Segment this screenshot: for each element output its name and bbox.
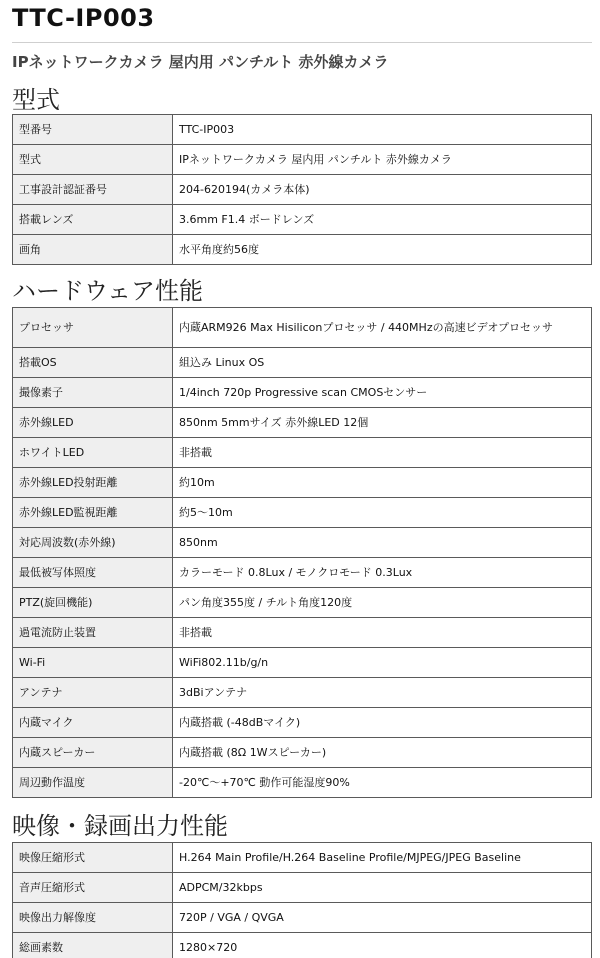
table-row bbox=[13, 648, 592, 678]
row-label: 最低被写体照度 bbox=[13, 558, 173, 588]
table-row bbox=[13, 348, 592, 378]
table-row bbox=[13, 528, 592, 558]
row-label: アンテナ bbox=[13, 678, 173, 708]
row-label: 撮像素子 bbox=[13, 378, 173, 408]
spec-table-hardware bbox=[12, 307, 592, 798]
row-label: 工事設計認証番号 bbox=[13, 175, 173, 205]
table-row bbox=[13, 468, 592, 498]
row-value: 1280×720 bbox=[173, 933, 592, 958]
table-row bbox=[13, 678, 592, 708]
row-label: 総画素数 bbox=[13, 933, 173, 958]
row-label: 内蔵マイク bbox=[13, 708, 173, 738]
row-label: 音声圧縮形式 bbox=[13, 873, 173, 903]
row-label: 映像圧縮形式 bbox=[13, 843, 173, 873]
row-value: 204-620194(カメラ本体) bbox=[173, 175, 592, 205]
row-value: 850nm 5mmサイズ 赤外線LED 12個 bbox=[173, 408, 592, 438]
row-label: 赤外線LED bbox=[13, 408, 173, 438]
table-row bbox=[13, 408, 592, 438]
row-label: 赤外線LED監視距離 bbox=[13, 498, 173, 528]
page-title: TTC-IP003 bbox=[12, 4, 155, 32]
row-value: 内蔵ARM926 Max Hisiliconプロセッサ / 440MHzの高速ビデオプロセッサ bbox=[173, 308, 592, 348]
row-label: ホワイトLED bbox=[13, 438, 173, 468]
section-heading-model: 型式 bbox=[12, 86, 60, 114]
row-label: 型式 bbox=[13, 145, 173, 175]
row-value: ADPCM/32kbps bbox=[173, 873, 592, 903]
table-row bbox=[13, 588, 592, 618]
table-row bbox=[13, 843, 592, 873]
row-value: 非搭載 bbox=[173, 618, 592, 648]
table-row bbox=[13, 933, 592, 958]
spec-table-model bbox=[12, 114, 592, 265]
row-value: -20℃～+70℃ 動作可能湿度90% bbox=[173, 768, 592, 798]
row-value: 3.6mm F1.4 ボードレンズ bbox=[173, 205, 592, 235]
page-subtitle: IPネットワークカメラ 屋内用 パンチルト 赤外線カメラ bbox=[12, 42, 592, 72]
table-row bbox=[13, 903, 592, 933]
table-row bbox=[13, 235, 592, 265]
row-label: 映像出力解像度 bbox=[13, 903, 173, 933]
table-row bbox=[13, 145, 592, 175]
row-label: PTZ(旋回機能) bbox=[13, 588, 173, 618]
row-label: 過電流防止装置 bbox=[13, 618, 173, 648]
row-value: 約5～10m bbox=[173, 498, 592, 528]
row-value: カラーモード 0.8Lux / モノクロモード 0.3Lux bbox=[173, 558, 592, 588]
table-row bbox=[13, 873, 592, 903]
row-label: 対応周波数(赤外線) bbox=[13, 528, 173, 558]
row-value: H.264 Main Profile/H.264 Baseline Profile/MJPEG/JPEG Baseline bbox=[173, 843, 592, 873]
table-row bbox=[13, 738, 592, 768]
table-row bbox=[13, 378, 592, 408]
table-row bbox=[13, 618, 592, 648]
table-row bbox=[13, 308, 592, 348]
table-row bbox=[13, 498, 592, 528]
row-value: 約10m bbox=[173, 468, 592, 498]
row-label: 周辺動作温度 bbox=[13, 768, 173, 798]
table-row bbox=[13, 175, 592, 205]
table-row bbox=[13, 205, 592, 235]
row-value: パン角度355度 / チルト角度120度 bbox=[173, 588, 592, 618]
section-heading-video: 映像・録画出力性能 bbox=[12, 812, 228, 840]
row-label: 内蔵スピーカー bbox=[13, 738, 173, 768]
row-label: 赤外線LED投射距離 bbox=[13, 468, 173, 498]
row-value: 水平角度約56度 bbox=[173, 235, 592, 265]
row-label: 搭載レンズ bbox=[13, 205, 173, 235]
table-row bbox=[13, 115, 592, 145]
row-value: 1/4inch 720p Progressive scan CMOSセンサー bbox=[173, 378, 592, 408]
table-row bbox=[13, 768, 592, 798]
row-value: TTC-IP003 bbox=[173, 115, 592, 145]
row-value: 内蔵搭載 (8Ω 1Wスピーカー) bbox=[173, 738, 592, 768]
row-label: プロセッサ bbox=[13, 308, 173, 348]
row-value: IPネットワークカメラ 屋内用 パンチルト 赤外線カメラ bbox=[173, 145, 592, 175]
table-row bbox=[13, 708, 592, 738]
row-value: 850nm bbox=[173, 528, 592, 558]
spec-table-video bbox=[12, 842, 592, 958]
section-heading-hardware: ハードウェア性能 bbox=[12, 277, 204, 305]
row-value: WiFi802.11b/g/n bbox=[173, 648, 592, 678]
table-row bbox=[13, 558, 592, 588]
row-value: 内蔵搭載 (-48dBマイク) bbox=[173, 708, 592, 738]
row-value: 組込み Linux OS bbox=[173, 348, 592, 378]
row-value: 非搭載 bbox=[173, 438, 592, 468]
row-value: 3dBiアンテナ bbox=[173, 678, 592, 708]
row-label: 型番号 bbox=[13, 115, 173, 145]
row-label: 画角 bbox=[13, 235, 173, 265]
table-row bbox=[13, 438, 592, 468]
row-label: Wi-Fi bbox=[13, 648, 173, 678]
row-label: 搭載OS bbox=[13, 348, 173, 378]
row-value: 720P / VGA / QVGA bbox=[173, 903, 592, 933]
